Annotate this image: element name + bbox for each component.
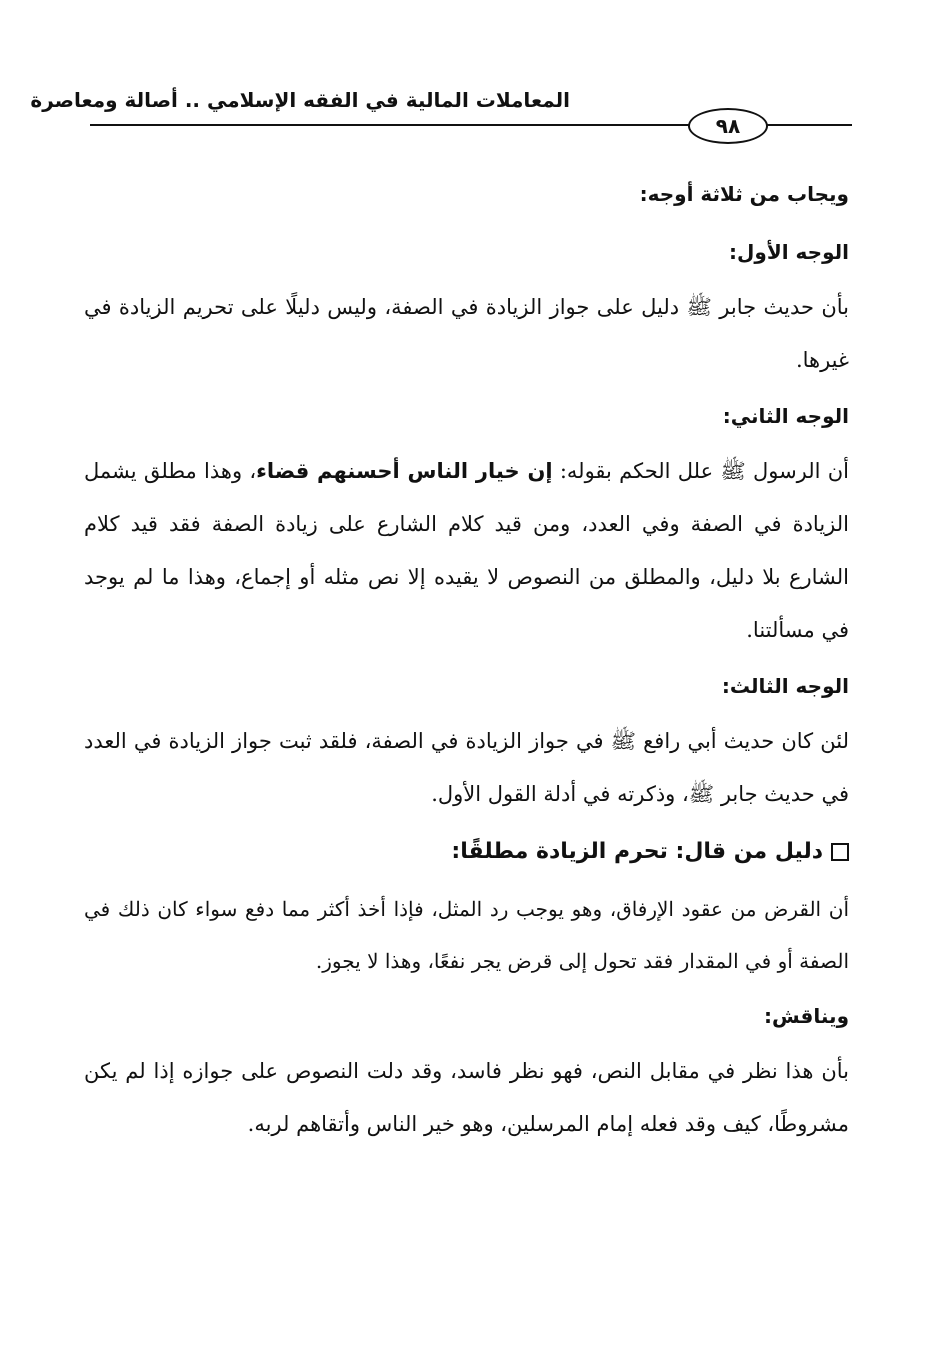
second-aspect-text	[84, 445, 849, 657]
page-body	[84, 165, 849, 1151]
discussion-text: بأن هذا نظر في مقابل النص، فهو نظر فاسد، وقد دلت النصوص على جوازه إذا لم يكن مشروطًا، كيف وقد فعله إمام المرسلين، وهو خير الناس وأتقاهم لربه.	[84, 1059, 849, 1136]
page-number: ٩٨	[688, 108, 768, 144]
second-text-end: ، وهذا مطلق يشمل الزيادة في الصفة وفي العدد، ومن قيد كلام الشارع على زيادة الصفة فقد قيد كلام الشارع بلا دليل، والمطلق من النصوص لا يقيده إلا نص مثله أو إجماع، وهذا ما لم يوجد في مسألتنا.	[84, 459, 849, 642]
intro-line: ويجاب من ثلاثة أوجه:	[639, 182, 849, 206]
square-bullet-icon	[831, 843, 849, 861]
section-heading	[84, 821, 849, 883]
section-text: أن القرض من عقود الإرفاق، وهو يوجب رد المثل، فإذا أخذ أكثر مما دفع سواء كان ذلك في الصفة أو في المقدار فقد تحول إلى قرض يجر نفعًا، وهذا لا يجوز.	[84, 897, 849, 973]
second-aspect-heading: الوجه الثاني:	[722, 404, 849, 428]
section-heading-text: دليل من قال: تحرم الزيادة مطلقًا:	[451, 839, 823, 864]
third-aspect-heading: الوجه الثالث:	[721, 674, 849, 698]
third-aspect-text: لئن كان حديث أبي رافع ﷺ في جواز الزيادة في الصفة، فلقد ثبت جواز الزيادة في العدد في حديث جابر ﷺ، وذكرته في أدلة القول الأول.	[84, 729, 849, 806]
first-aspect-text: بأن حديث جابر ﷺ دليل على جواز الزيادة في الصفة، وليس دليلًا على تحريم الزيادة في غيرها.	[84, 295, 849, 372]
first-aspect-heading: الوجه الأول:	[729, 240, 849, 264]
running-title: المعاملات المالية في الفقه الإسلامي .. أصالة ومعاصرة	[30, 88, 570, 112]
hadith-quote: إن خيار الناس أحسنهم قضاء	[256, 459, 553, 483]
second-text-start: أن الرسول ﷺ علل الحكم بقوله:	[552, 459, 849, 483]
discussion-heading: ويناقش:	[764, 1004, 849, 1028]
